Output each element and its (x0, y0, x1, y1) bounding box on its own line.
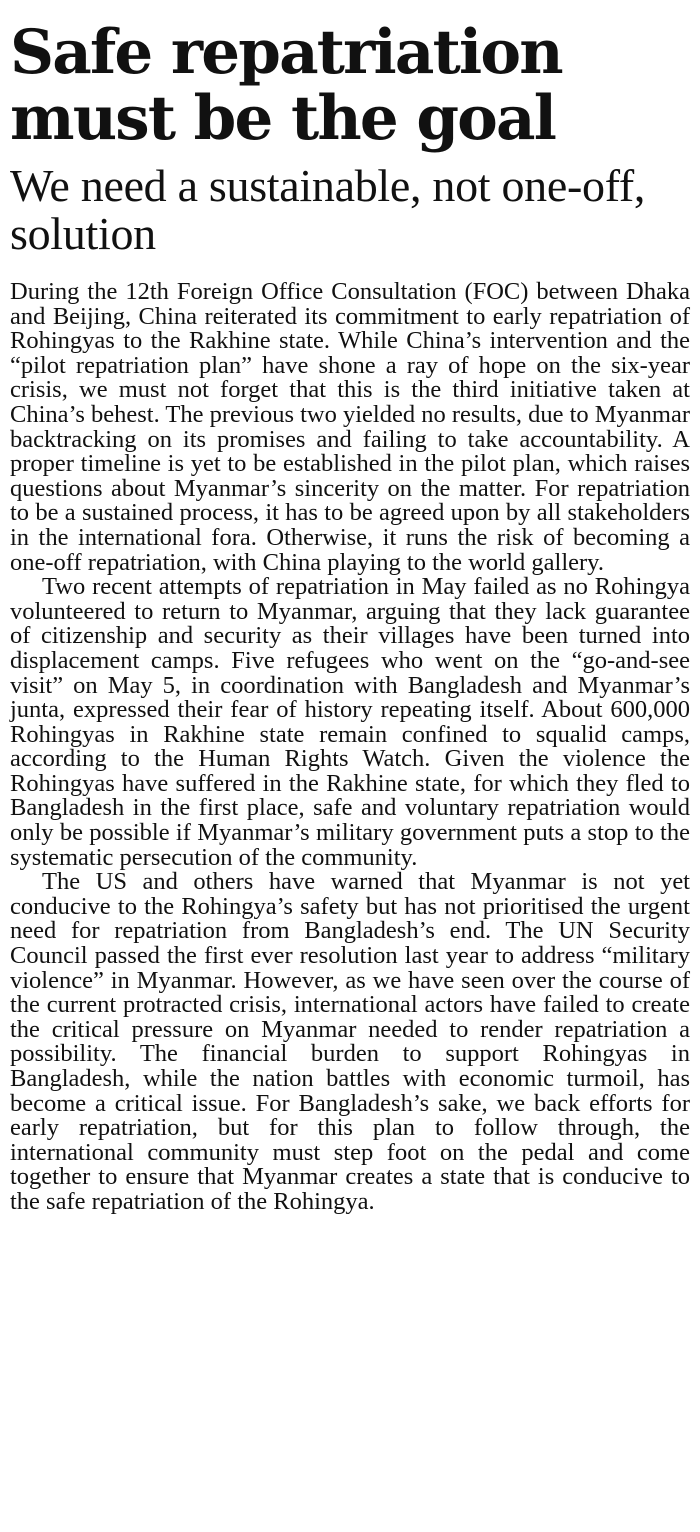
paragraph-2: Two recent attempts of repatriation in May failed as no Rohingya volunteered to return to Myanmar, arguing that they lack guarantee of citizenship and security as their villages have been turned into displacement camps. Five refugees who went on the “go-and-see visit” on May 5, in coordination with Bangladesh and Myanmar’s junta, expressed their fear of history repeating itself. About 600,000 Rohingyas in Rakhine state remain confined to squalid camps, according to the Human Rights Watch. Given the violence the Rohingyas have suffered in the Rakhine state, for which they fled to Bangladesh in the first place, safe and voluntary repatriation would only be possible if Myanmar’s military government puts a stop to the systematic persecution of the community. (10, 573, 690, 871)
article-body (10, 280, 690, 1215)
editorial-article (10, 17, 690, 1215)
paragraph-1: During the 12th Foreign Office Consultation (FOC) between Dhaka and Beijing, China reiterated its commitment to early repatriation of Rohingyas to the Rakhine state. While China’s intervention and the “pilot repatriation plan” have shone a ray of hope on the six-year crisis, we must not forget that this is the third initiative taken at China’s behest. The previous two yielded no results, due to Myanmar backtracking on its promises and failing to take accountability. A proper timeline is yet to be established in the pilot plan, which raises questions about Myanmar’s sincerity on the matter. For repatriation to be a sustained process, it has to be agreed upon by all stakeholders in the international fora. Otherwise, it runs the risk of becoming a one-off repatriation, with China playing to the world gallery. (10, 278, 690, 576)
headline: Safe repatriation must be the goal (10, 17, 562, 154)
paragraph-3: The US and others have warned that Myanmar is not yet conducive to the Rohingya’s safety but has not prioritised the urgent need for repatriation from Bangladesh’s end. The UN Security Council passed the first ever resolution last year to address “military violence” in Myanmar. However, as we have seen over the course of the current protracted crisis, international actors have failed to create the critical pressure on Myanmar needed to render repatriation a possibility. The financial burden to support Rohingyas in Bangladesh, while the nation battles with economic turmoil, has become a critical issue. For Bangladesh’s sake, we back efforts for early repatriation, but for this plan to follow through, the international community must step foot on the pedal and come together to ensure that Myanmar creates a state that is conducive to the safe repatriation of the Rohingya. (10, 868, 690, 1215)
subheadline: We need a sustainable, not one-off, solution (10, 160, 646, 259)
